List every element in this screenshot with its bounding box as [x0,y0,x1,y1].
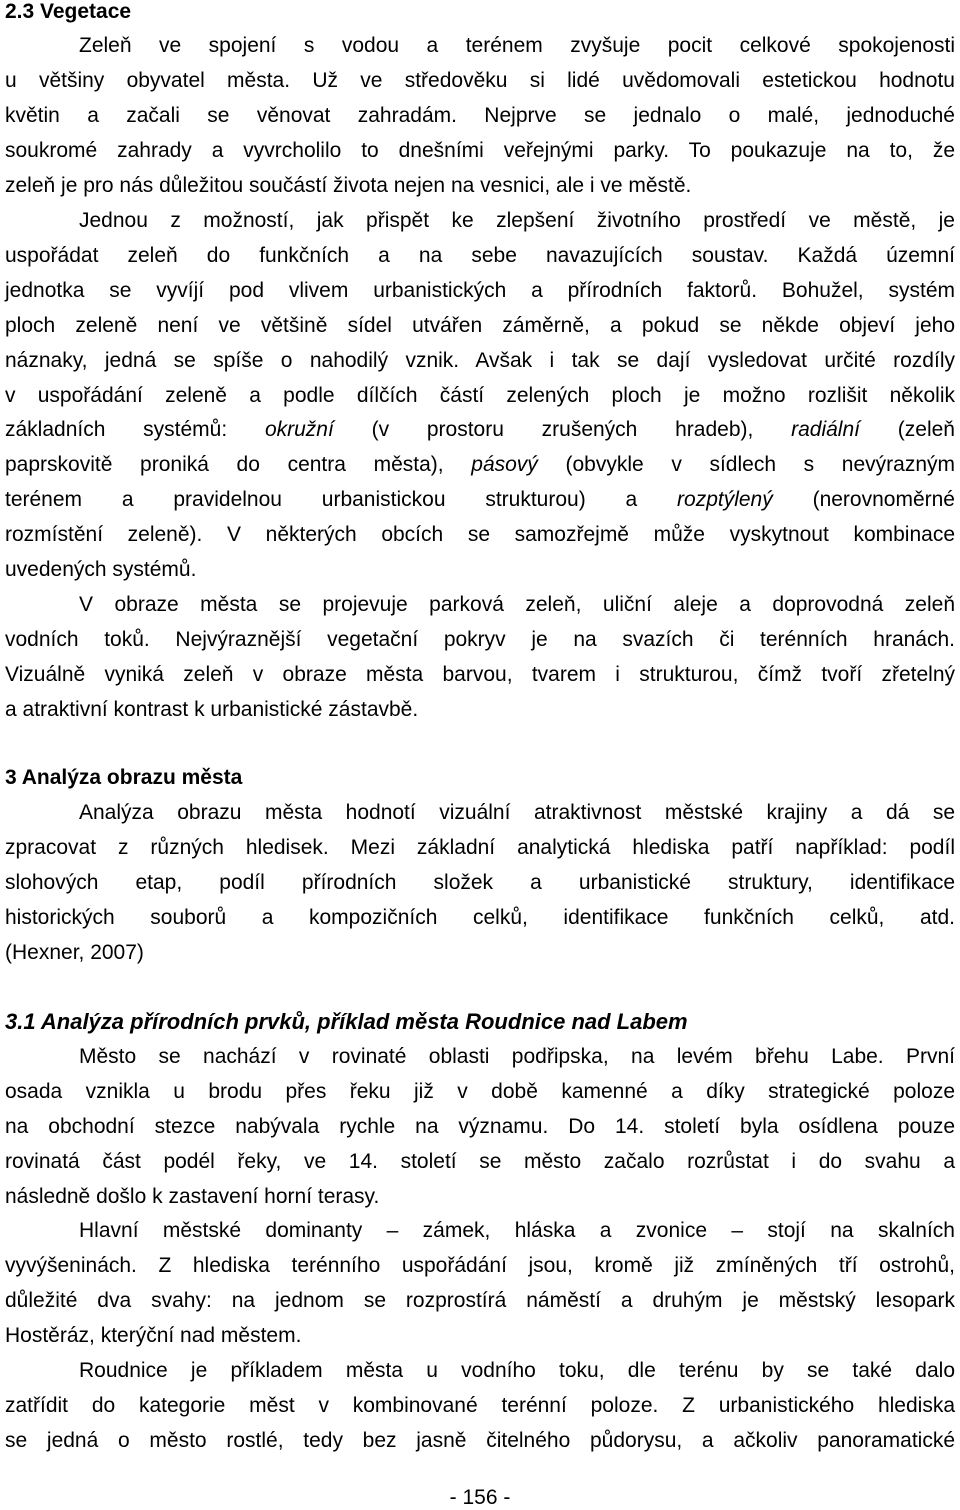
italic-term-okruzni: okružní [264,418,334,441]
paragraph-line: rovinatá část podél řeky, ve 14. století se město začalo rozrůstat i do svahu a [5,1150,955,1173]
paragraph-line: se jedná o město rostlé, tedy bez jasně čitelného půdorysu, a ačkoliv panoramatické [5,1429,955,1452]
paragraph-line: Hostěráz, kterýční nad městem. [5,1324,302,1347]
paragraph-line: Jednou z možností, jak přispět ke zlepšení životního prostředí ve městě, je [79,209,955,232]
paragraph-line: Hlavní městské dominanty – zámek, hláska a zvonice – stojí na skalních [79,1219,955,1242]
paragraph-line: Vizuálně vyniká zeleň v obraze města barvou, tvarem i strukturou, čímž tvoří zřetelný [5,663,955,686]
citation-line: (Hexner, 2007) [5,941,144,964]
paragraph-line: slohových etap, podíl přírodních složek a urbanistické struktury, identifikace [5,871,955,894]
text-run: paprskovitě proniká do centra města), [5,453,444,476]
text-run: (obvykle v sídlech s nevýrazným [565,453,955,476]
paragraph-line: uvedených systémů. [5,558,197,581]
text-run: základních systémů: [5,418,228,441]
italic-term-pasovy: pásový [471,453,538,476]
paragraph-line: a atraktivní kontrast k urbanistické zástavbě. [5,698,419,721]
italic-term-rozptyleny: rozptýlený [677,488,773,511]
paragraph-line: ploch zeleně není ve většině sídel utvářen záměrně, a pokud se někde objeví jeho [5,314,955,337]
paragraph-line: zatřídit do kategorie měst v kombinované terénní poloze. Z urbanistického hlediska [5,1394,955,1417]
text-run: terénem a pravidelnou urbanistickou strukturou) a [5,488,638,511]
paragraph-line: v uspořádání zeleně a podle dílčích částí zelených ploch je možno rozlišit několik [5,384,955,407]
text-run: (zeleň [897,418,955,441]
paragraph-line: V obraze města se projevuje parková zeleň, uliční aleje a doprovodná zeleň [79,593,955,616]
paragraph-line: vyvýšeninách. Z hlediska terénního uspořádání jsou, kromě již zmíněných tří ostrohů, [5,1254,955,1277]
paragraph-line: důležité dva svahy: na jednom se rozprostírá náměstí a druhým je městský lesopark [5,1289,955,1312]
paragraph-line: na obchodní stezce nabývala rychle na významu. Do 14. století byla osídlena pouze [5,1115,955,1138]
paragraph-line: u většiny obyvatel města. Už ve středověku si lidé uvědomovali estetickou hodnotu [5,69,955,92]
paragraph-line: Roudnice je příkladem města u vodního toku, dle terénu by se také dalo [79,1359,955,1382]
italic-term-radialni: radiální [791,418,860,441]
paragraph-line-mixed [5,418,955,442]
paragraph-line: Zeleň ve spojení s vodou a terénem zvyšuje pocit celkové spokojenosti [79,34,955,57]
section-heading-analyza-prirodnich-prvku: 3.1 Analýza přírodních prvků, příklad města Roudnice nad Labem [5,1009,688,1034]
paragraph-line: jednotka se vyvíjí pod vlivem urbanistických a přírodních faktorů. Bohužel, systém [5,279,955,302]
paragraph-line: zpracovat z různých hledisek. Mezi základní analytická hlediska patří například: podíl [5,836,955,859]
paragraph-line: soukromé zahrady a vyvrcholilo to dnešními veřejnými parky. To poukazuje na to, že [5,139,955,162]
paragraph-line-mixed [5,453,955,477]
paragraph-line: uspořádat zeleň do funkčních a na sebe navazujících soustav. Každá územní [5,244,955,267]
paragraph-line: rozmístění zeleně). V některých obcích se samozřejmě může vyskytnout kombinace [5,523,955,546]
paragraph-line: historických souborů a kompozičních celků, identifikace funkčních celků, atd. [5,906,955,929]
text-run: (v prostoru zrušených hradeb), [371,418,754,441]
text-run: (nerovnoměrné [812,488,955,511]
paragraph-line: vodních toků. Nejvýraznější vegetační pokryv je na svazích či terénních hranách. [5,628,955,651]
paragraph-line: Analýza obrazu města hodnotí vizuální atraktivnost městské krajiny a dá se [79,801,955,824]
section-heading-analyza-obrazu-mesta: 3 Analýza obrazu města [5,766,243,789]
paragraph-line: následně došlo k zastavení horní terasy. [5,1185,380,1208]
paragraph-line-mixed [5,488,955,512]
section-heading-vegetace: 2.3 Vegetace [5,0,132,23]
paragraph-line: Město se nachází v rovinaté oblasti podřipska, na levém břehu Labe. První [79,1045,955,1068]
page-number: - 156 - [449,1486,511,1509]
paragraph-line: náznaky, jedná se spíše o nahodilý vznik. Avšak i tak se dají vysledovat určité rozdíly [5,349,955,372]
paragraph-line: květin a začali se věnovat zahradám. Nejprve se jednalo o malé, jednoduché [5,104,955,127]
paragraph-line: zeleň je pro nás důležitou součástí života nejen na vesnici, ale i ve městě. [5,174,692,197]
paragraph-line: osada vznikla u brodu přes řeku již v době kamenné a díky strategické poloze [5,1080,955,1103]
